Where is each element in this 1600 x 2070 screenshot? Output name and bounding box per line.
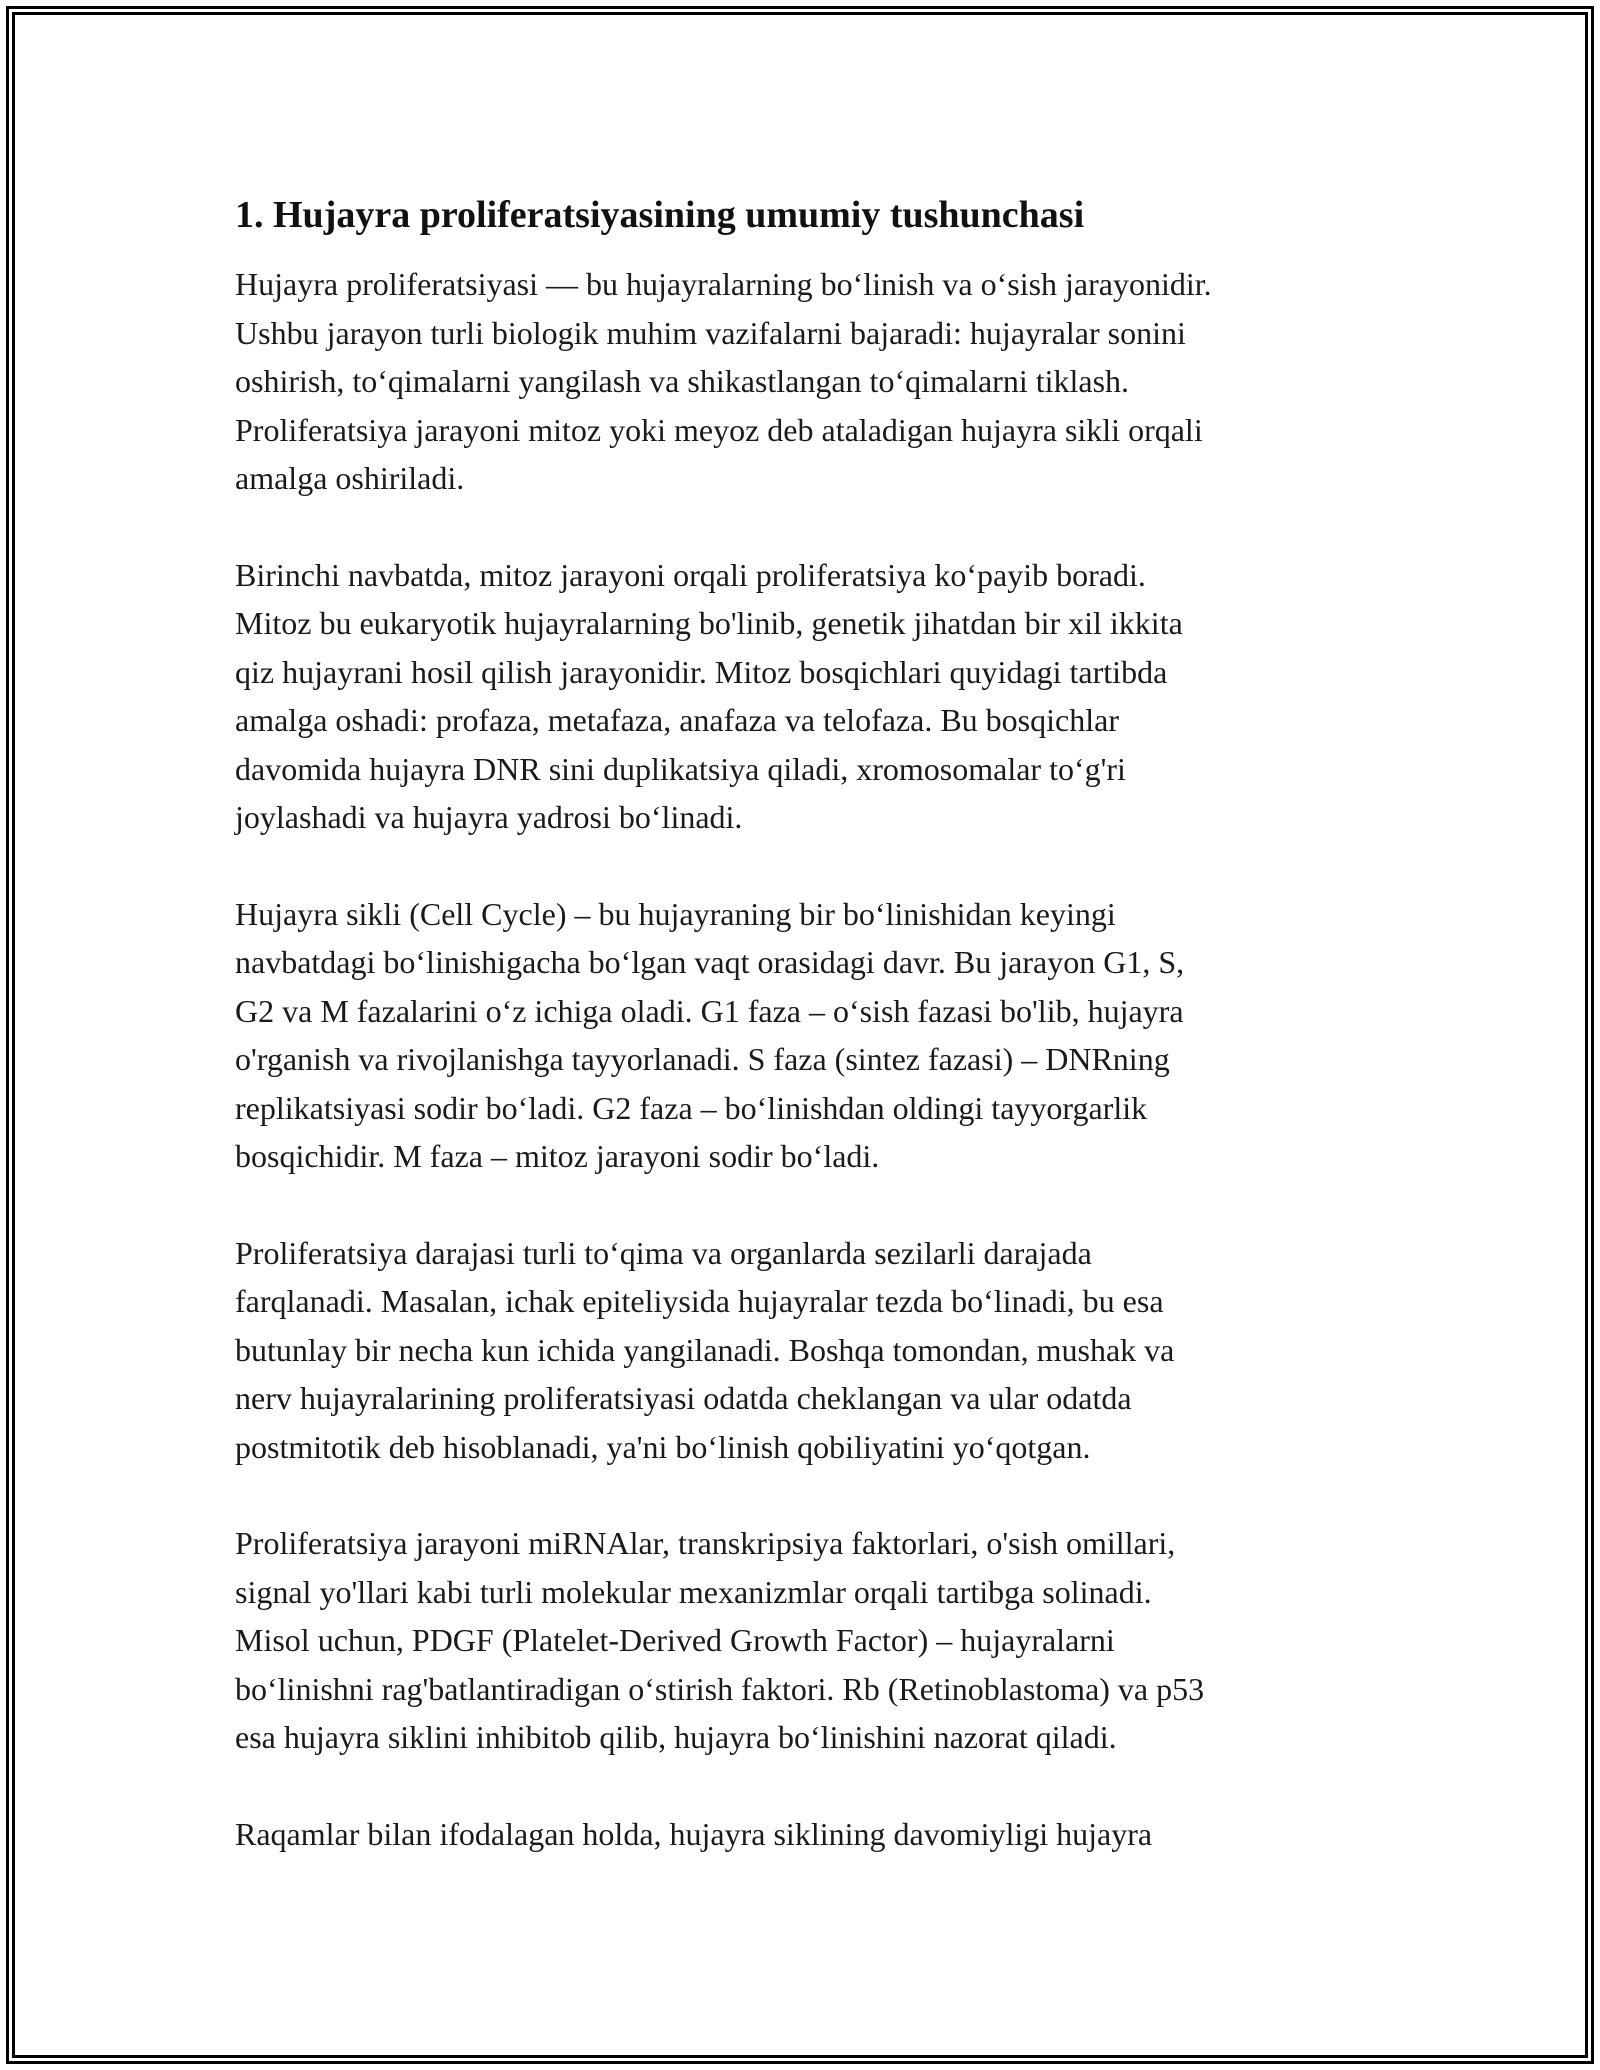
text-line: bosqichidir. M faza – mitoz jarayoni sodir bo‘ladi. (235, 1138, 880, 1174)
text-line: amalga oshadi: profaza, metafaza, anafaza va telofaza. Bu bosqichlar (235, 702, 1119, 738)
text-line: butunlay bir necha kun ichida yangilanadi. Boshqa tomondan, mushak va (235, 1331, 1175, 1368)
text-line: Proliferatsiya darajasi turli to‘qima va organlarda sezilarli darajada (235, 1234, 1092, 1271)
paragraph-2 (235, 551, 1375, 842)
text-line: esa hujayra siklini inhibitob qilib, hujayra bo‘linishini nazorat qiladi. (235, 1719, 1117, 1755)
text-line: Raqamlar bilan ifodalagan holda, hujayra siklining davomiyligi hujayra (235, 1815, 1153, 1852)
text-line: Hujayra sikli (Cell Cycle) – bu hujayraning bir bo‘linishidan keyingi (235, 895, 1116, 932)
text-line: postmitotik deb hisoblanadi, ya'ni bo‘linish qobiliyatini yo‘qotgan. (235, 1428, 1091, 1465)
paragraph-5 (235, 1519, 1375, 1762)
paragraph-1 (235, 260, 1375, 503)
text-line: Misol uchun, PDGF (Platelet-Derived Growth Factor) – hujayralarni (235, 1622, 1115, 1658)
text-line: oshirish, to‘qimalarni yangilash va shikastlangan to‘qimalarni tiklash. (235, 363, 1130, 399)
text-line: replikatsiyasi sodir bo‘ladi. G2 faza – bo‘linishdan oldingi tayyorgarlik (235, 1089, 1148, 1126)
text-line: davomida hujayra DNR sini duplikatsiya qiladi, xromosomalar to‘g'ri (235, 750, 1126, 787)
text-line: Ushbu jarayon turli biologik muhim vazifalarni bajaradi: hujayralar sonini (235, 314, 1186, 351)
text-line: bo‘linishni rag'batlantiradigan o‘stirish faktori. Rb (Retinoblastoma) va p53 (235, 1670, 1205, 1707)
paragraph-3 (235, 890, 1375, 1181)
text-line: joylashadi va hujayra yadrosi bo‘linadi. (235, 799, 743, 835)
text-line: Hujayra proliferatsiyasi — bu hujayralarning bo‘linish va o‘sish jarayonidir. (235, 266, 1212, 302)
text-line: farqlanadi. Masalan, ichak epiteliysida hujayralar tezda bo‘linadi, bu esa (235, 1283, 1164, 1319)
text-line: Proliferatsiya jarayoni miRNAlar, transkripsiya faktorlari, o'sish omillari, (235, 1525, 1176, 1561)
text-line: Proliferatsiya jarayoni mitoz yoki meyoz deb ataladigan hujayra sikli orqali (235, 411, 1203, 448)
text-line: o'rganish va rivojlanishga tayyorlanadi. S faza (sintez fazasi) – DNRning (235, 1041, 1170, 1077)
paragraph-4 (235, 1229, 1375, 1472)
text-line: qiz hujayrani hosil qilish jarayonidir. Mitoz bosqichlari quyidagi tartibda (235, 653, 1168, 690)
text-line: navbatdagi bo‘linishigacha bo‘lgan vaqt orasidagi davr. Bu jarayon G1, S, (235, 944, 1185, 980)
document-page (235, 190, 1375, 1906)
section-heading: 1. Hujayra proliferatsiyasining umumiy tushunchasi (235, 194, 1085, 236)
text-line: Birinchi navbatda, mitoz jarayoni orqali proliferatsiya ko‘payib boradi. (235, 556, 1146, 593)
text-line: G2 va M fazalarini o‘z ichiga oladi. G1 faza – o‘sish fazasi bo'lib, hujayra (235, 992, 1184, 1029)
text-line: nerv hujayralarining proliferatsiyasi odatda cheklangan va ular odatda (235, 1380, 1132, 1416)
text-line: Mitoz bu eukaryotik hujayralarning bo'linib, genetik jihatdan bir xil ikkita (235, 605, 1183, 641)
text-line: amalga oshiriladi. (235, 460, 465, 496)
text-line: signal yo'llari kabi turli molekular mexanizmlar orqali tartibga solinadi. (235, 1573, 1152, 1610)
paragraph-6 (235, 1810, 1375, 1859)
